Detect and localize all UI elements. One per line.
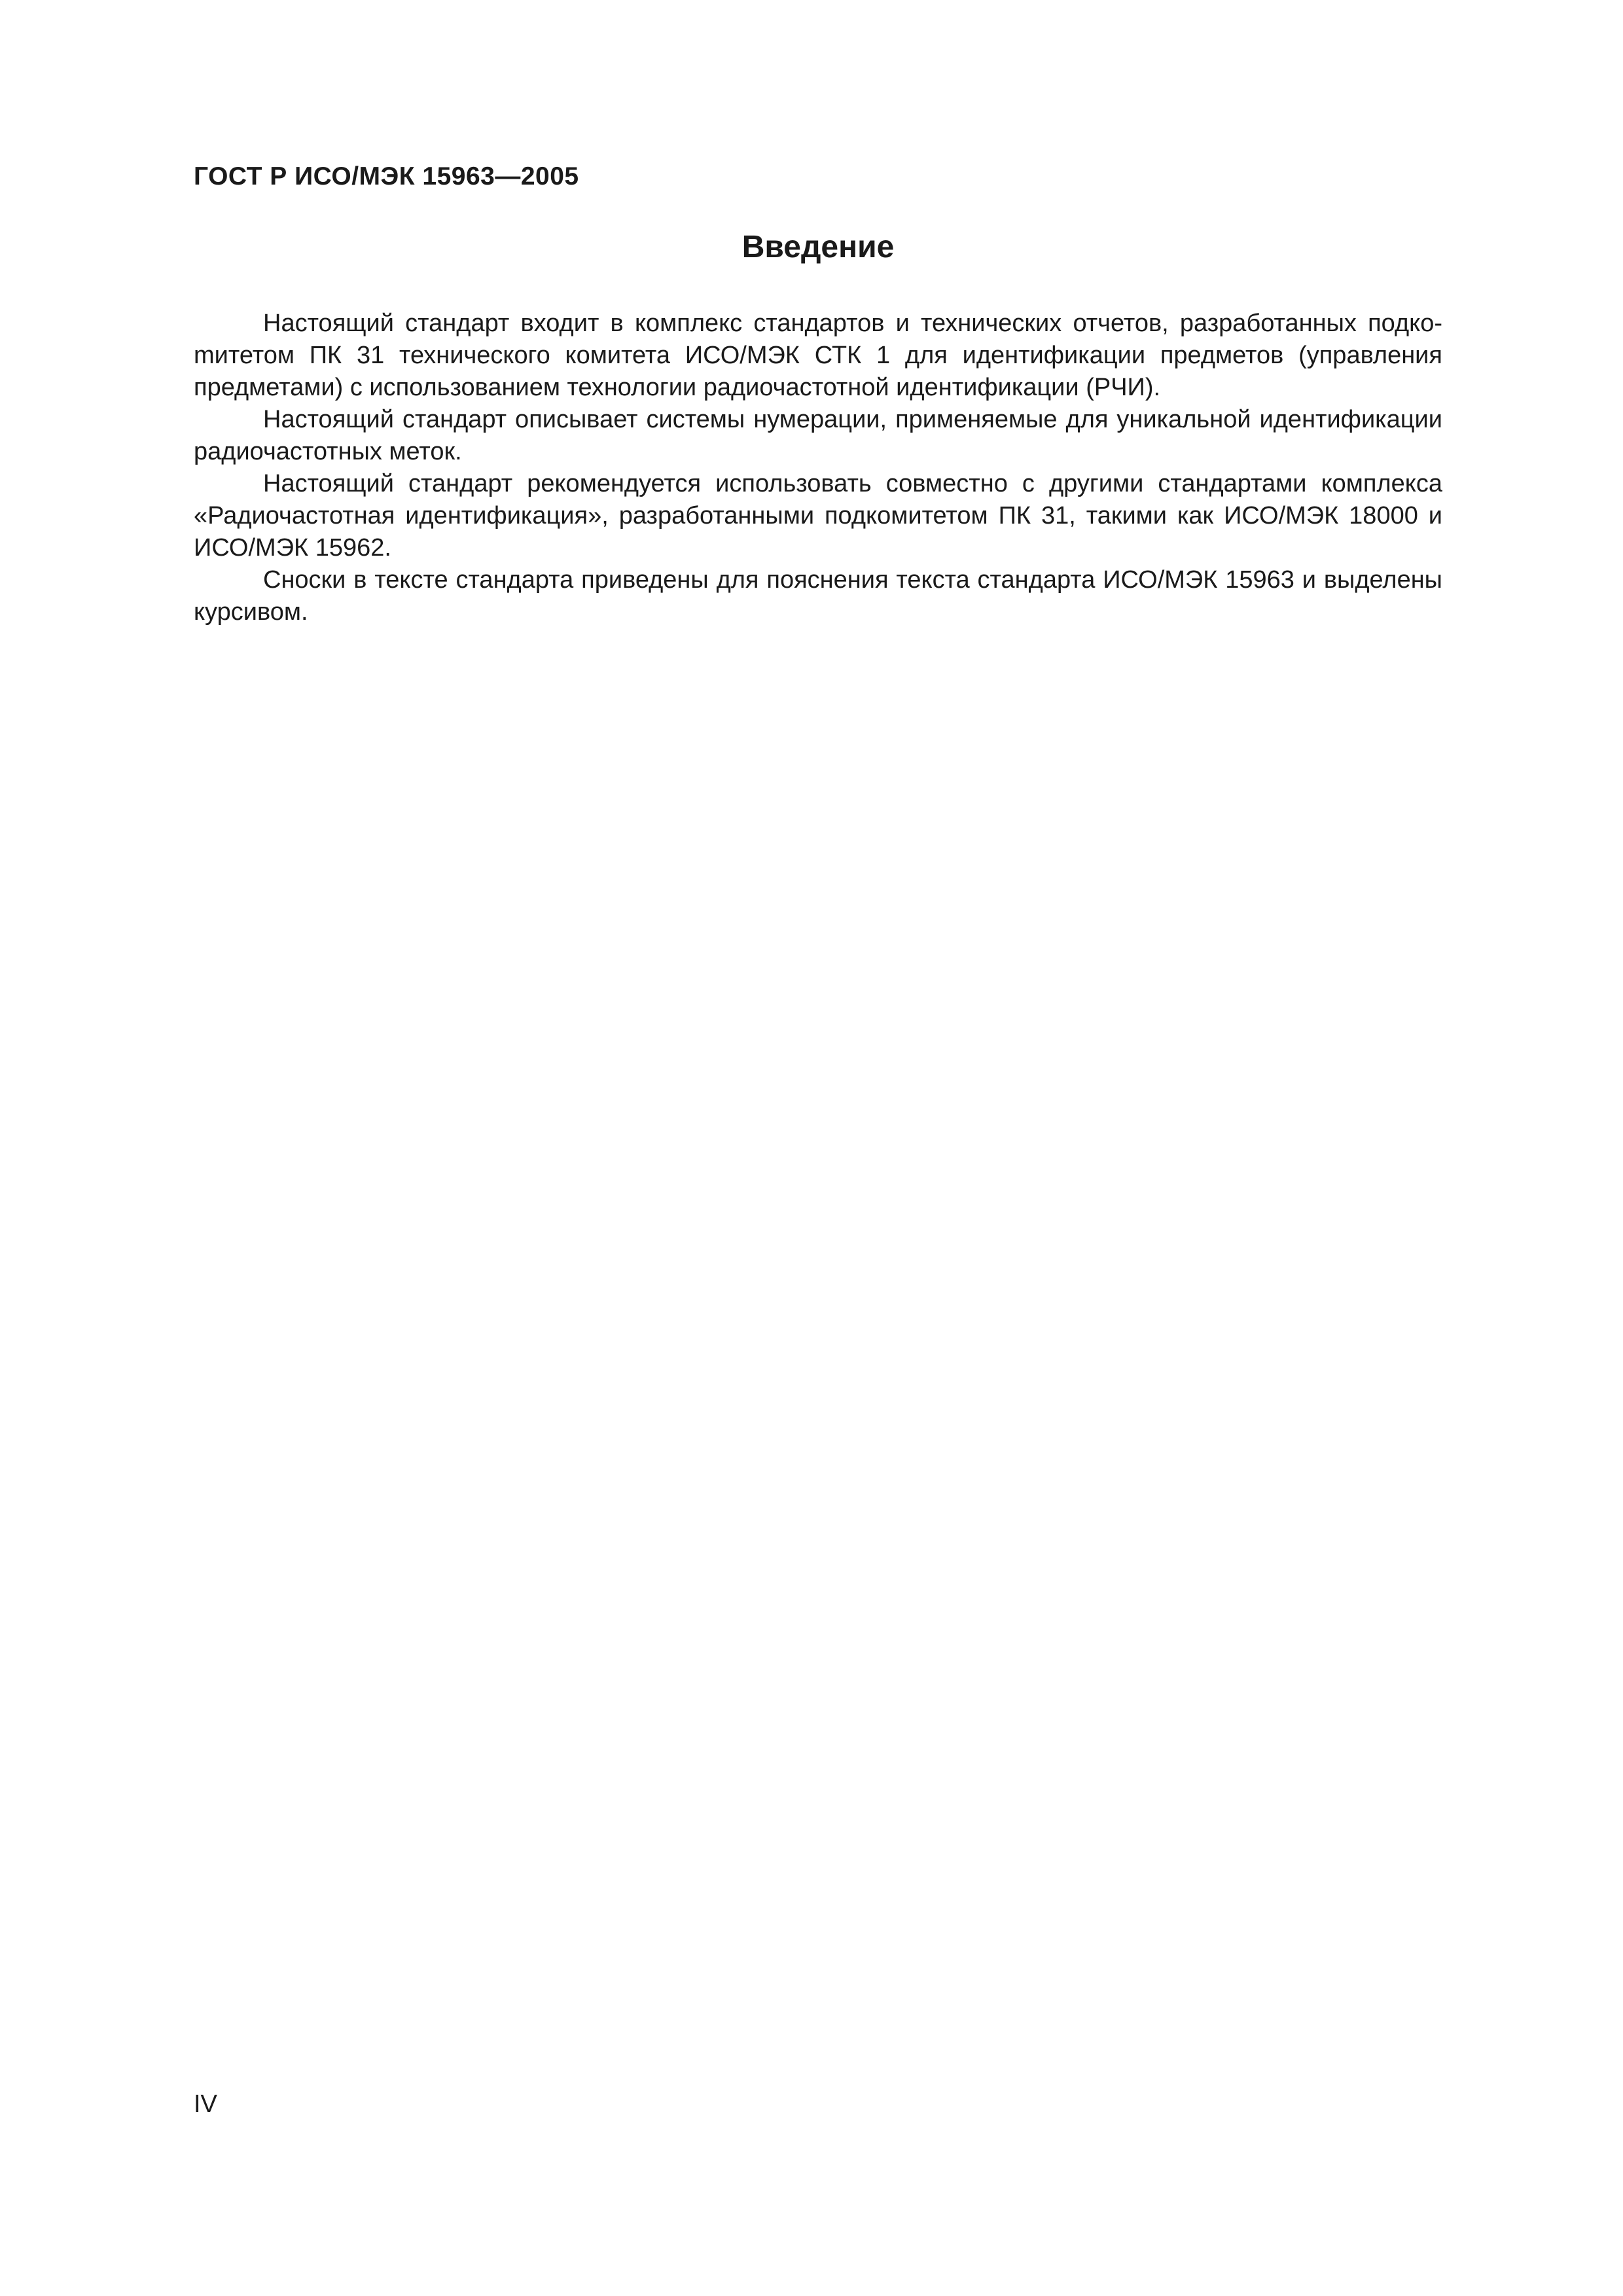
body-text [194, 308, 1442, 628]
paragraph-related-standards: Настоящий стандарт рекомендуется использовать совместно с другими стандартами комплекса «Радиочастотная идентификация», разработанными подкомитетом ПК 31, такими как ИСО/МЭК 18000 и ИСО/МЭК 15962. [194, 470, 1442, 562]
page-number: IV [194, 2090, 217, 2118]
document-designation: ГОСТ Р ИСО/МЭК 15963—2005 [194, 162, 579, 190]
paragraph-footnotes: Сноски в тексте стандарта приведены для пояснения текста стандарта ИСО/МЭК 15963 и выделены курсивом. [194, 566, 1442, 626]
paragraph-numbering-systems: Настоящий стандарт описывает системы нумерации, применяемые для уникальной идентификации радиочастотных меток. [194, 406, 1442, 465]
section-title: Введение [741, 230, 895, 264]
paragraph-scope: Настоящий стандарт входит в комплекс стандартов и технических отчетов, разработанных подкоmитетом ПК 31 технического комитета ИСО/МЭК СТК 1 для идентификации предметов (управления предметами) с использованием технологии радиочастотной идентификации (РЧИ). [194, 310, 1442, 401]
